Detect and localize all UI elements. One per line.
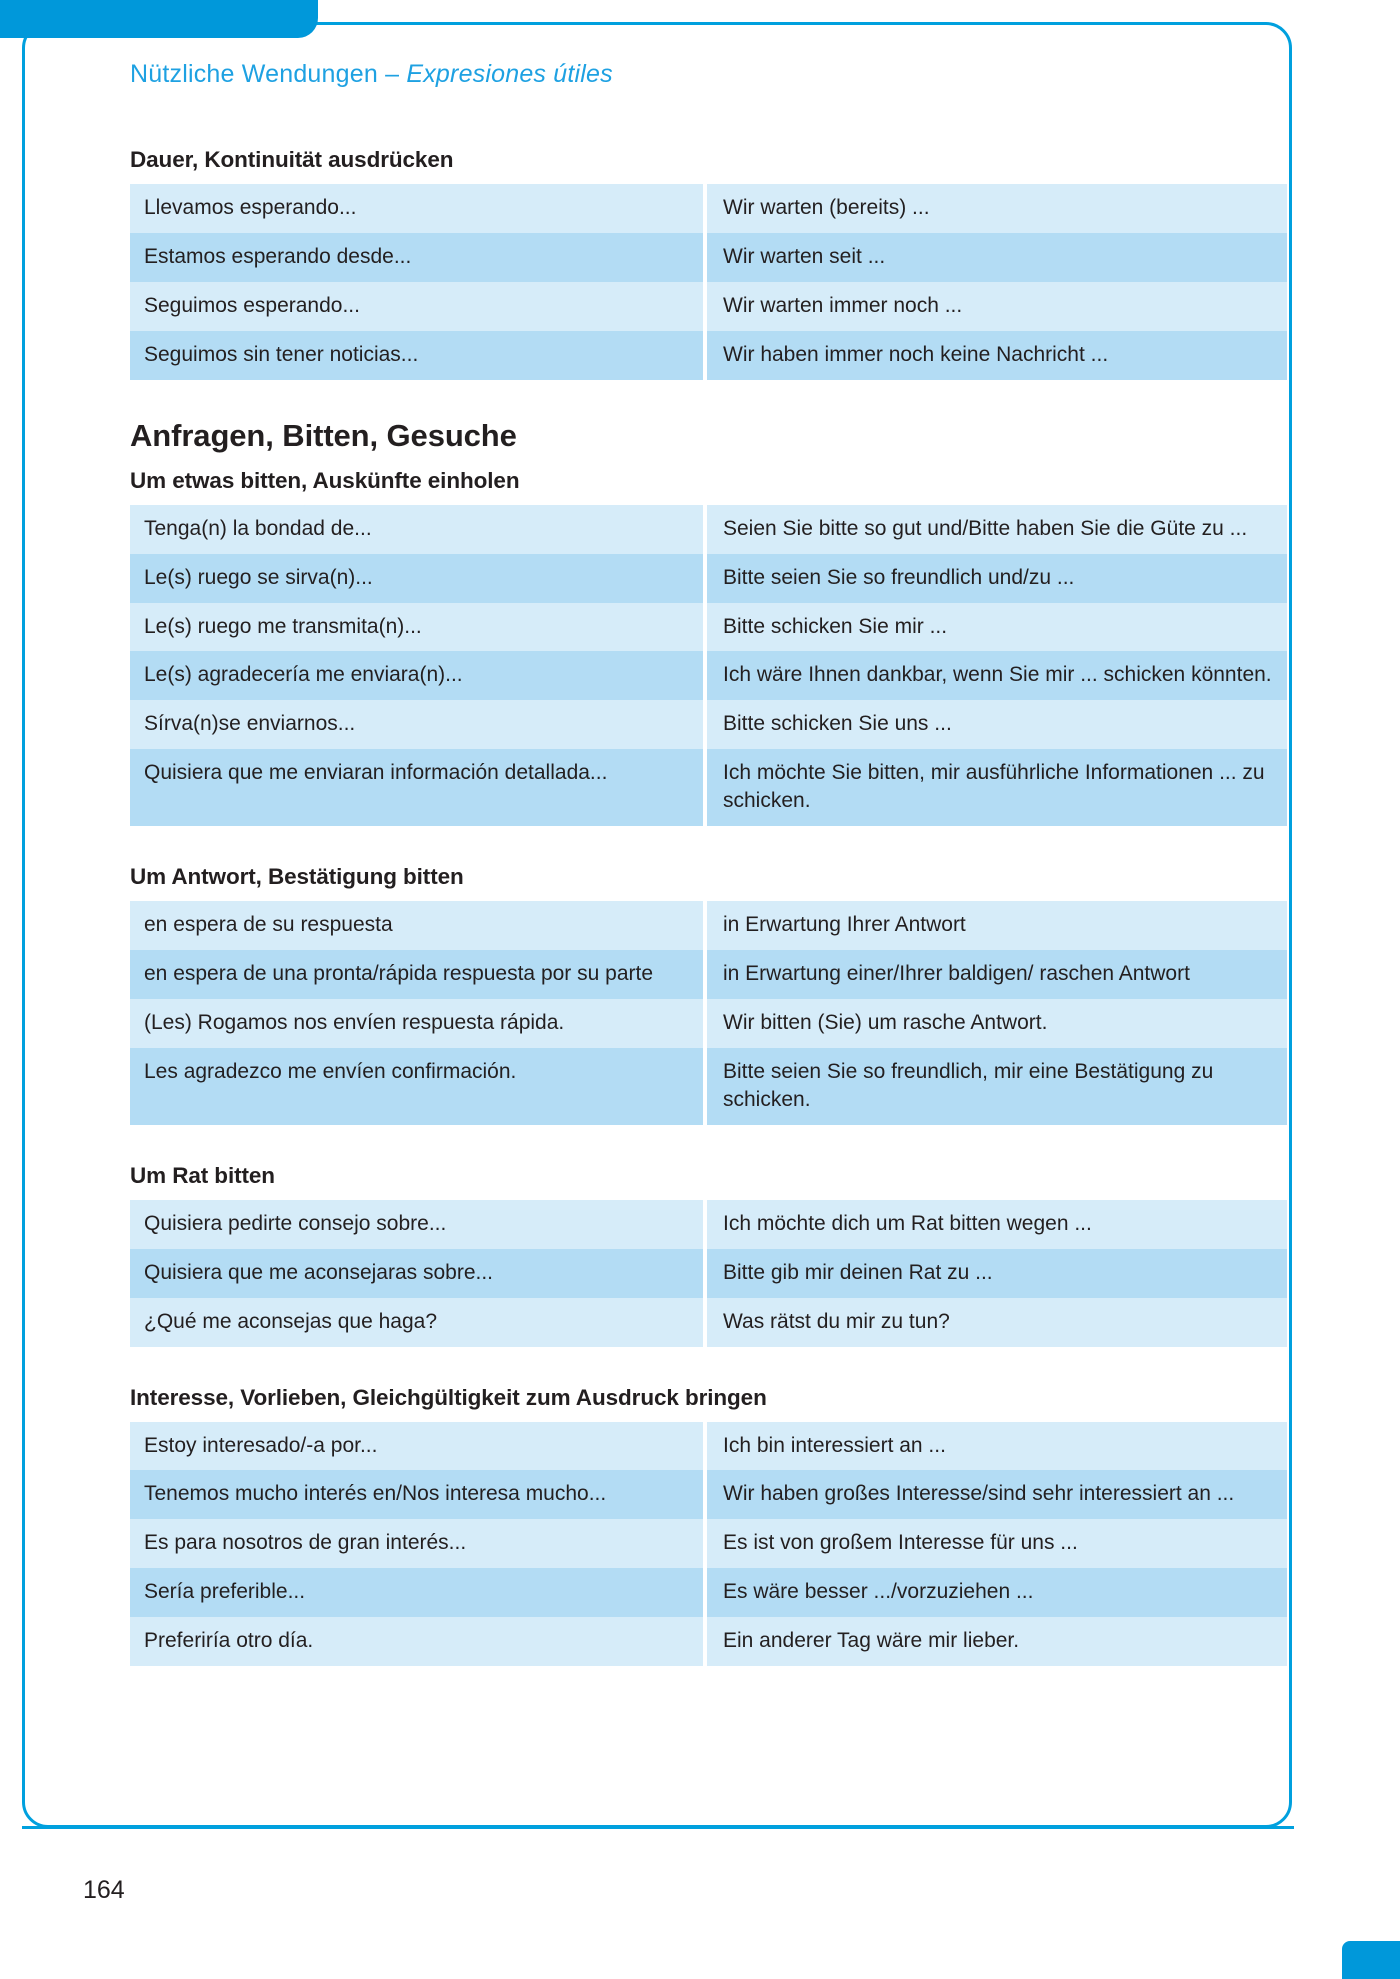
- phrase-cell-spanish: Sería preferible...: [130, 1568, 705, 1617]
- table-row: [130, 331, 1287, 380]
- phrase-cell-spanish: Tenemos mucho interés en/Nos interesa mucho...: [130, 1470, 705, 1519]
- table-row: [130, 1617, 1287, 1666]
- phrase-cell-spanish: Quisiera que me enviaran información detallada...: [130, 749, 705, 826]
- phrase-cell-spanish: Le(s) agradecería me enviara(n)...: [130, 651, 705, 700]
- phrase-cell-german: Wir haben immer noch keine Nachricht ...: [705, 331, 1287, 380]
- phrase-cell-german: Ein anderer Tag wäre mir lieber.: [705, 1617, 1287, 1666]
- phrase-cell-spanish: Les agradezco me envíen confirmación.: [130, 1048, 705, 1125]
- phrase-cell-german: Bitte seien Sie so freundlich, mir eine Bestätigung zu schicken.: [705, 1048, 1287, 1125]
- phrase-cell-spanish: Quisiera que me aconsejaras sobre...: [130, 1249, 705, 1298]
- phrase-cell-spanish: Seguimos sin tener noticias...: [130, 331, 705, 380]
- table-row: [130, 749, 1287, 826]
- table-row: [130, 282, 1287, 331]
- phrase-cell-german: Bitte schicken Sie uns ...: [705, 700, 1287, 749]
- subsection-title-interesse: Interesse, Vorlieben, Gleichgültigkeit zum Ausdruck bringen: [130, 1384, 767, 1410]
- phrase-table-dauer: [130, 184, 1287, 380]
- subsection-title-um-rat-bitten: Um Rat bitten: [130, 1162, 275, 1188]
- phrase-cell-spanish: Preferiría otro día.: [130, 1617, 705, 1666]
- phrase-cell-german: Ich möchte Sie bitten, mir ausführliche Informationen ... zu schicken.: [705, 749, 1287, 826]
- phrase-cell-spanish: Seguimos esperando...: [130, 282, 705, 331]
- sections-container: [130, 147, 1272, 1666]
- table-row: [130, 505, 1287, 554]
- table-row: [130, 1470, 1287, 1519]
- section-title-anfragen: Anfragen, Bitten, Gesuche: [130, 417, 517, 453]
- phrase-cell-spanish: Quisiera pedirte consejo sobre...: [130, 1200, 705, 1249]
- phrase-cell-german: Ich möchte dich um Rat bitten wegen ...: [705, 1200, 1287, 1249]
- phrase-cell-german: Wir warten seit ...: [705, 233, 1287, 282]
- footer-divider-rule: [22, 1826, 1294, 1829]
- phrase-cell-spanish: Estamos esperando desde...: [130, 233, 705, 282]
- subsection-title-um-antwort: Um Antwort, Bestätigung bitten: [130, 864, 464, 890]
- phrase-cell-spanish: Llevamos esperando...: [130, 184, 705, 233]
- table-row: [130, 1519, 1287, 1568]
- table-row: [130, 901, 1287, 950]
- phrase-cell-german: Es ist von großem Interesse für uns ...: [705, 1519, 1287, 1568]
- phrase-cell-spanish: Le(s) ruego me transmita(n)...: [130, 603, 705, 652]
- phrase-cell-german: Bitte schicken Sie mir ...: [705, 603, 1287, 652]
- table-row: [130, 1249, 1287, 1298]
- table-row: [130, 1048, 1287, 1125]
- phrase-cell-german: Wir warten (bereits) ...: [705, 184, 1287, 233]
- subsection-title-dauer: Dauer, Kontinuität ausdrücken: [130, 147, 454, 172]
- page-content: [130, 60, 1272, 1704]
- table-row: [130, 1200, 1287, 1249]
- phrase-cell-spanish: en espera de una pronta/rápida respuesta por su parte: [130, 950, 705, 999]
- table-row: [130, 651, 1287, 700]
- phrase-table-um-rat-bitten: [130, 1200, 1287, 1347]
- page-number: 164: [83, 1876, 125, 1904]
- phrase-cell-german: Wir warten immer noch ...: [705, 282, 1287, 331]
- subsection-title-um-etwas-bitten: Um etwas bitten, Auskünfte einholen: [130, 467, 520, 493]
- phrase-cell-german: Ich wäre Ihnen dankbar, wenn Sie mir ... schicken könnten.: [705, 651, 1287, 700]
- phrase-cell-spanish: en espera de su respuesta: [130, 901, 705, 950]
- phrase-cell-spanish: Estoy interesado/-a por...: [130, 1422, 705, 1471]
- phrase-cell-spanish: Es para nosotros de gran interés...: [130, 1519, 705, 1568]
- phrase-cell-german: in Erwartung einer/Ihrer baldigen/ raschen Antwort: [705, 950, 1287, 999]
- phrase-cell-german: Was rätst du mir zu tun?: [705, 1298, 1287, 1347]
- table-row: [130, 1568, 1287, 1617]
- table-row: [130, 700, 1287, 749]
- phrase-cell-spanish: (Les) Rogamos nos envíen respuesta rápida.: [130, 999, 705, 1048]
- header-accent-tab: [0, 0, 318, 38]
- phrase-cell-german: Wir bitten (Sie) um rasche Antwort.: [705, 999, 1287, 1048]
- phrase-cell-german: Seien Sie bitte so gut und/Bitte haben Sie die Güte zu ...: [705, 505, 1287, 554]
- phrase-cell-german: Ich bin interessiert an ...: [705, 1422, 1287, 1471]
- phrase-cell-german: in Erwartung Ihrer Antwort: [705, 901, 1287, 950]
- table-row: [130, 603, 1287, 652]
- running-head-es: Expresiones útiles: [406, 60, 613, 88]
- phrase-table-interesse: [130, 1422, 1287, 1667]
- running-head: [130, 60, 1230, 89]
- table-row: [130, 184, 1287, 233]
- phrase-cell-german: Bitte seien Sie so freundlich und/zu ...: [705, 554, 1287, 603]
- phrase-cell-german: Bitte gib mir deinen Rat zu ...: [705, 1249, 1287, 1298]
- phrase-cell-spanish: Tenga(n) la bondad de...: [130, 505, 705, 554]
- corner-accent-tab: [1342, 1941, 1400, 1979]
- phrase-table-um-etwas-bitten: [130, 505, 1287, 826]
- running-head-de: Nützliche Wendungen: [130, 60, 378, 88]
- running-head-separator: –: [377, 60, 407, 88]
- phrase-cell-spanish: Sírva(n)se enviarnos...: [130, 700, 705, 749]
- table-row: [130, 233, 1287, 282]
- table-row: [130, 1298, 1287, 1347]
- phrase-table-um-antwort: [130, 901, 1287, 1125]
- phrase-cell-german: Wir haben großes Interesse/sind sehr interessiert an ...: [705, 1470, 1287, 1519]
- phrase-cell-german: Es wäre besser .../vorzuziehen ...: [705, 1568, 1287, 1617]
- table-row: [130, 554, 1287, 603]
- phrase-cell-spanish: Le(s) ruego se sirva(n)...: [130, 554, 705, 603]
- table-row: [130, 999, 1287, 1048]
- table-row: [130, 950, 1287, 999]
- table-row: [130, 1422, 1287, 1471]
- phrase-cell-spanish: ¿Qué me aconsejas que haga?: [130, 1298, 705, 1347]
